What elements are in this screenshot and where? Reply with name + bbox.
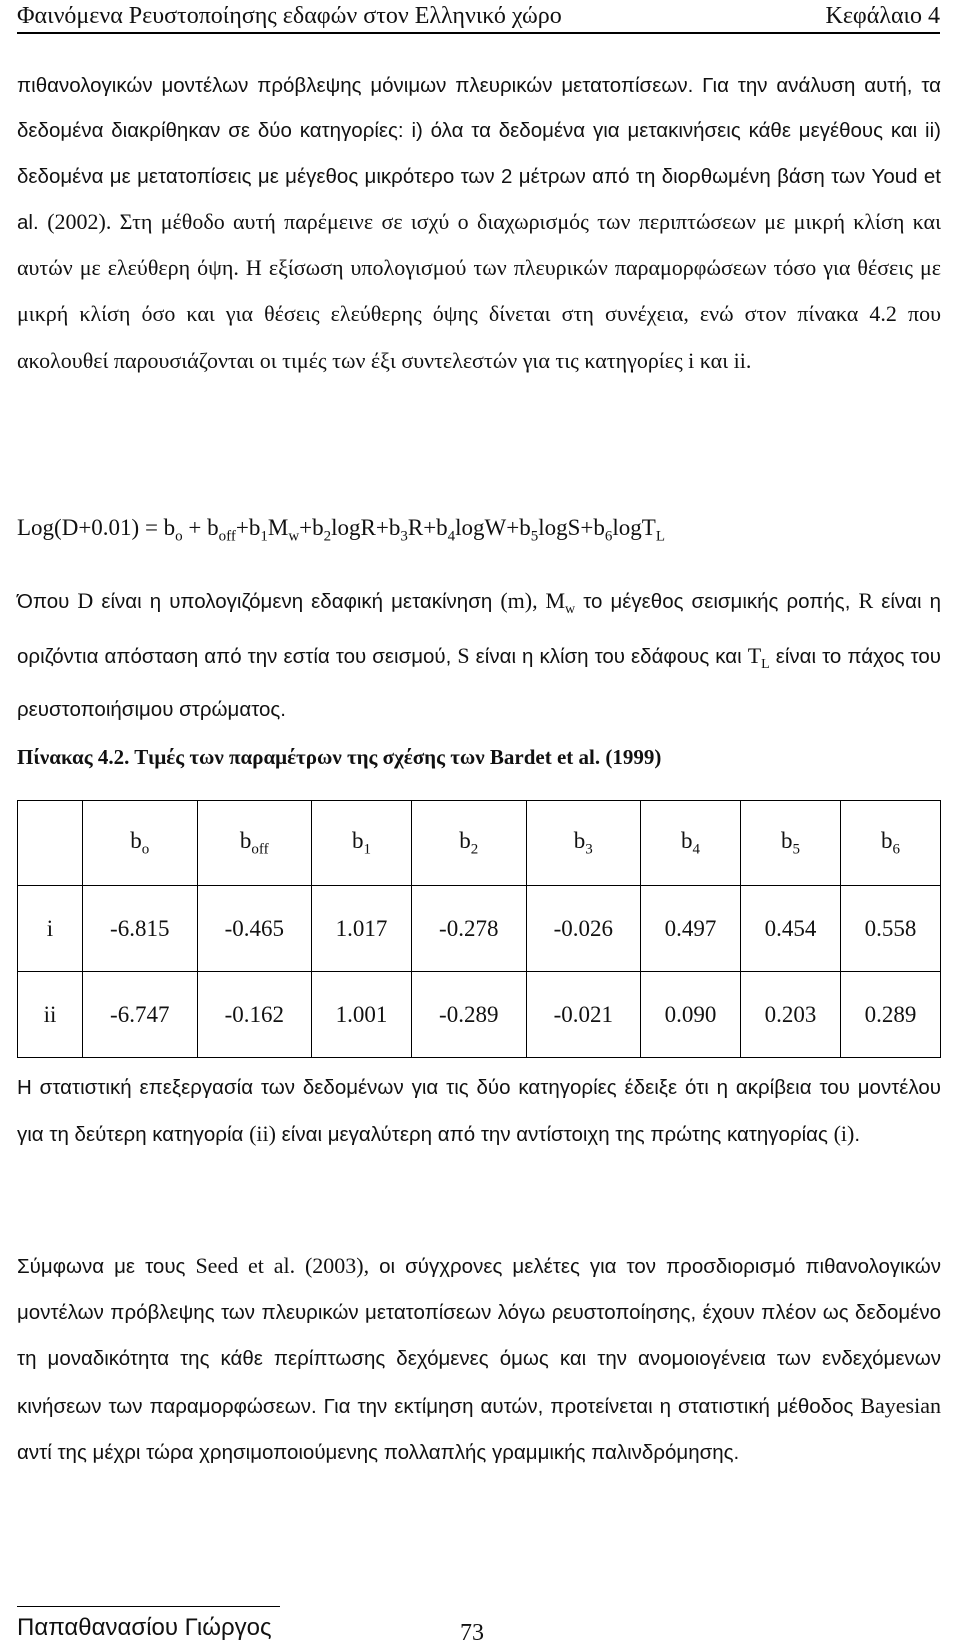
table-corner-cell — [18, 801, 83, 886]
eq-sub: off — [218, 528, 236, 545]
table-header-cell: $b_o$ — [83, 801, 198, 886]
table-header-cell: $b_4$ — [641, 801, 741, 886]
eq-part: logT — [612, 515, 656, 540]
def-symbol: D — [77, 588, 94, 613]
page-footer — [17, 1606, 941, 1646]
eq-sub: w — [288, 528, 300, 545]
table-cell: -0.021 — [526, 972, 641, 1058]
page-header — [17, 0, 940, 32]
header-sub: 1 — [363, 841, 372, 858]
footer-rule — [17, 1606, 280, 1607]
table-cell: 0.289 — [840, 972, 940, 1058]
eq-part: +b — [235, 515, 261, 540]
def-symbol: (m), M — [500, 588, 566, 613]
def-symbol: T — [747, 642, 762, 668]
header-sub: 4 — [692, 841, 701, 858]
table-header-cell: $b_5$ — [741, 801, 841, 886]
def-text: Όπου — [17, 590, 78, 613]
paragraph-intro-text-a: πιθανολογικών μοντέλων πρόβλεψης μόνιμων πλευρικών μετατοπίσεων. Για την ανάλυση αυτή, τα δεδομένα διακρίθηκαν σε δύο κατηγορίες: i) όλα τα δεδομένα για μετακινήσεις κάθε μεγέθους και ii) δεδομένα με μετατοπίσεις με μέγεθος μικρότερο των 2 μέτρων από τη διορθωμένη βάση των Youd et al. — [17, 74, 941, 234]
def-text: είναι η υπολογιζόμενη εδαφική μετακίνηση — [93, 590, 501, 613]
paragraph-intro — [17, 63, 941, 384]
table-cell: 0.454 — [741, 886, 841, 972]
table-cell: -0.162 — [197, 972, 312, 1058]
seed-text: αντί της μέχρι τώρα χρησιμοποιούμενης πολλαπλής γραμμικής παλινδρόμησης. — [17, 1440, 740, 1464]
header-sub: off — [251, 841, 269, 858]
equation — [17, 515, 665, 546]
header-title: Φαινόμενα Ρευστοποίησης εδαφών στον Ελληνικό χώρο — [17, 2, 562, 29]
table-row — [18, 886, 941, 972]
eq-part: Log(D+0.01) = b — [17, 515, 176, 540]
eq-part: R+b — [407, 515, 448, 540]
header-sub: o — [141, 841, 150, 858]
def-sub: L — [761, 656, 770, 672]
table-header-cell: $b_6$ — [840, 801, 940, 886]
eq-sub: 1 — [260, 528, 268, 545]
eq-sub: o — [175, 528, 183, 545]
table-row — [18, 972, 941, 1058]
table-cell: 0.203 — [741, 972, 841, 1058]
row-label: i — [18, 886, 83, 972]
eq-part: M — [267, 515, 289, 540]
def-symbol: S — [457, 642, 470, 668]
page-number: 73 — [460, 1620, 484, 1646]
def-text: είναι η κλίση του εδάφους και — [469, 644, 748, 668]
eq-part: logS+b — [538, 515, 605, 540]
table-cell: -0.465 — [197, 886, 312, 972]
table-cell: 0.558 — [840, 886, 940, 972]
stat-symbol: (ii) — [249, 1121, 276, 1146]
seed-text: Σύμφωνα με τους — [17, 1255, 196, 1278]
row-label: ii — [18, 972, 83, 1058]
header-sub: 5 — [792, 841, 800, 858]
header-chapter: Κεφάλαιο 4 — [825, 2, 940, 29]
eq-part: logW+b — [455, 515, 531, 540]
header-sub: 3 — [585, 841, 593, 858]
table-cell: 0.090 — [641, 972, 741, 1058]
table-cell: -6.815 — [83, 886, 198, 972]
paragraph-definitions — [17, 578, 941, 733]
eq-sub: 6 — [604, 528, 613, 545]
table-header-row — [18, 801, 941, 886]
table-cell: -0.289 — [412, 972, 527, 1058]
paragraph-statistics — [17, 1065, 941, 1158]
stat-text: . — [854, 1123, 861, 1146]
eq-part: +b — [299, 515, 324, 540]
table-cell: 1.001 — [312, 972, 412, 1058]
seed-term: Bayesian — [860, 1392, 941, 1418]
def-text: το μέγεθος σεισμικής ροπής, — [575, 590, 859, 613]
table-cell: -0.026 — [526, 886, 641, 972]
seed-text: οι σύγχρονες μελέτες για τον προσδιορισμό πιθανολογικών μοντέλων πρόβλεψης των πλευρικών μετατοπίσεων λόγω ρευστοποίησης, έχουν πλέον ως δεδομένο τη μοναδικότητα της κάθε περίπτωσης δεχόμενες όμως και την ανομοιογένεια των ενδεχόμενων κινήσεων των παραμορφώσεων. Για την εκτίμηση αυτών, προτείνεται η στατιστική μέθοδος — [17, 1255, 941, 1418]
table-cell: -0.278 — [412, 886, 527, 972]
eq-sub: 3 — [400, 528, 408, 545]
header-rule — [17, 32, 940, 34]
paragraph-seed — [17, 1243, 941, 1476]
eq-sub: 4 — [447, 528, 456, 545]
table-caption: Πίνακας 4.2. Τιμές των παραμέτρων της σχέσης των Bardet et al. (1999) — [17, 745, 662, 769]
eq-sub: 5 — [530, 528, 539, 545]
table-cell: -6.747 — [83, 972, 198, 1058]
table-header-cell: $b_2$ — [412, 801, 527, 886]
def-text: είναι η οριζόντια απόσταση από την εστία του σεισμού, — [17, 590, 942, 668]
header-sub: 6 — [892, 841, 900, 858]
def-sub: w — [565, 602, 576, 618]
def-text: είναι το πάχος του ρευστοποιήσιμου στρώματος. — [17, 644, 941, 722]
def-symbol: R — [858, 588, 874, 613]
table-header-cell: $b_3$ — [526, 801, 641, 886]
stat-text: Η στατιστική επεξεργασία των δεδομένων για τις δύο κατηγορίες έδειξε ότι η ακρίβεια του μοντέλου για τη δεύτερη κατηγορία — [17, 1076, 941, 1146]
table-cell: 1.017 — [312, 886, 412, 972]
paragraph-intro-text-b: (2002). Στη μέθοδο αυτή παρέμεινε σε ισχύ ο διαχωρισμός των περιπτώσεων με μικρή κλίση και αυτών με ελεύθερη όψη. Η εξίσωση υπολογισμού των πλευρικών παραμορφώσεων τόσο για θέσεις με μικρή κλίση όσο και για θέσεις ελεύθερης όψης δίνεται στη συνέχεια, ενώ στον πίνακα 4.2 που ακολουθεί παρουσιάζονται οι τιμές των έξι συντελεστών για τις κατηγορίες i και ii. — [17, 208, 941, 373]
eq-sub: L — [655, 528, 666, 545]
stat-symbol: (i) — [833, 1121, 855, 1146]
table-cell: 0.497 — [641, 886, 741, 972]
header-sub: 2 — [470, 841, 479, 858]
coefficients-table — [17, 800, 941, 1058]
table-header-cell: $b_1$ — [312, 801, 412, 886]
eq-sub: 2 — [323, 528, 332, 545]
seed-citation: Seed et al. (2003), — [195, 1253, 370, 1278]
eq-part: logR+b — [331, 515, 401, 540]
footer-author: Παπαθανασίου Γιώργος — [17, 1614, 272, 1641]
eq-part: + b — [182, 515, 219, 540]
stat-text: είναι μεγαλύτερη από την αντίστοιχη της πρώτης κατηγορίας — [275, 1123, 834, 1146]
table-header-cell: $b_{off}$ — [197, 801, 312, 886]
